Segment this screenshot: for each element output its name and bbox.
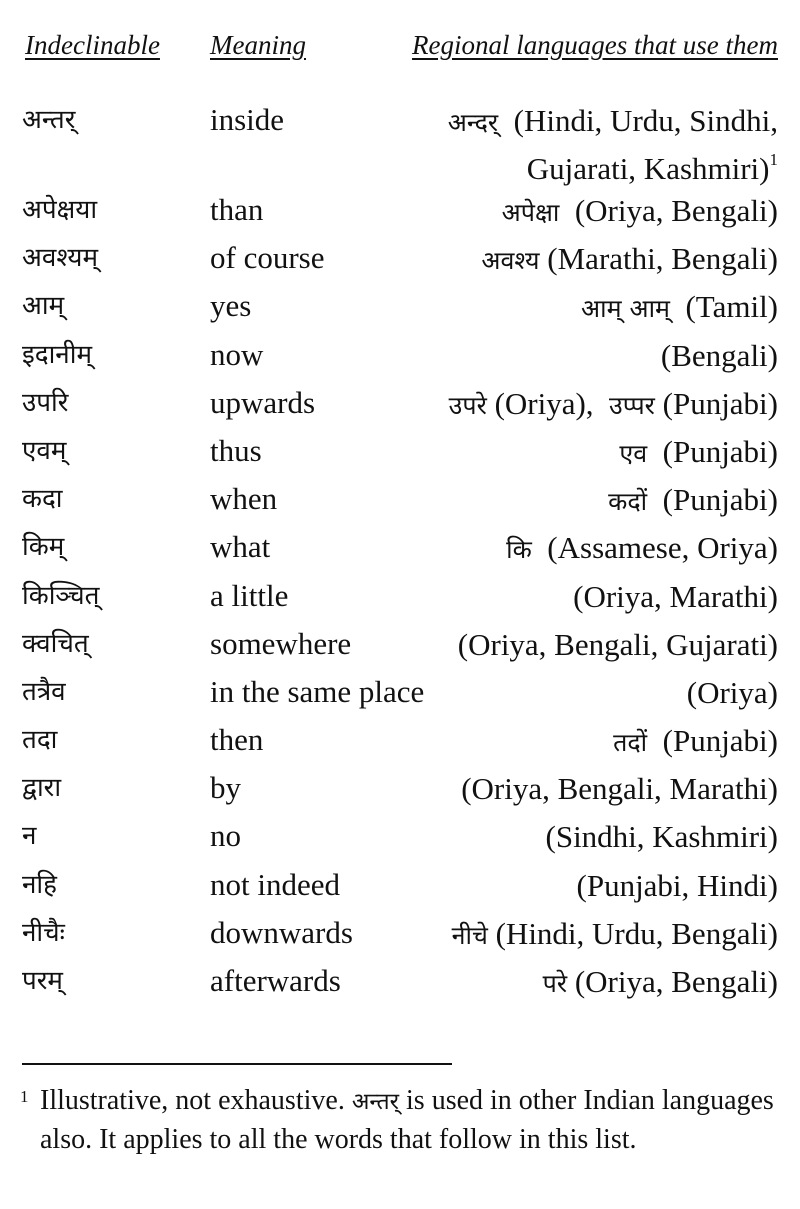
cognate-word: आम् आम् [581,294,670,324]
regional-usage [613,718,778,766]
regional-usage [546,814,779,860]
cognate-word: अवश्य [481,246,540,276]
meaning: of course [210,240,325,276]
languages-2: (Punjabi) [662,385,778,421]
cognate-word: कि [506,535,532,565]
sanskrit-word: अन्तर् [22,105,76,135]
languages: (Oriya, Bengali, Marathi) [461,771,778,807]
regional-usage [661,333,778,379]
meaning: now [210,336,264,372]
cognate-word: उपरे [448,390,487,420]
cognate-word: एव [619,438,648,468]
sanskrit-word: किञ्चित् [22,580,100,611]
meaning: yes [210,288,252,324]
languages: (Bengali) [660,337,778,373]
footnote-reference: 1 [769,150,778,169]
meaning: not indeed [210,866,340,902]
cognate-word: परे [542,969,568,998]
cognate-word: अन्दर् [447,108,499,137]
table-row [0,236,800,284]
table-row [0,911,800,959]
languages: (Oriya, Marathi) [573,578,778,614]
meaning: afterwards [210,963,341,998]
table-row [0,98,800,188]
table-row [0,381,800,429]
table-row [0,670,800,718]
sanskrit-word: नीचैः [22,917,65,948]
sanskrit-word: द्वारा [22,773,62,804]
table-row [0,477,800,525]
table-row [0,959,800,1007]
regional-usage [461,766,778,812]
regional-usage [452,911,778,959]
languages: (Oriya) [686,674,778,710]
languages: (Punjabi) [662,482,778,518]
regional-usage [608,477,778,525]
regional-usage [619,429,778,477]
regional-usage [448,98,778,192]
sanskrit-word: आम् [22,291,65,322]
languages: (Assamese, Oriya) [547,530,778,566]
meaning: in the same place [210,673,425,709]
meaning: downwards [210,914,353,950]
languages-continued: Gujarati, Kashmiri) [526,151,770,186]
sanskrit-word: उपरि [22,387,69,418]
regional-usage [687,670,778,716]
regional-usage [506,525,778,573]
cognate-word: कदों [608,487,648,517]
languages: (Oriya, Bengali, Gujarati) [457,626,778,662]
table-row [0,718,800,766]
table-row [0,574,800,622]
languages: (Punjabi) [662,433,778,469]
languages: (Marathi, Bengali) [547,241,778,277]
sanskrit-word: क्वचित् [22,628,89,659]
regional-usage [581,284,778,332]
sanskrit-word: इदानीम् [22,339,93,370]
table-row [0,863,800,911]
word-table [0,98,800,1007]
footnote-text-before: Illustrative, not exhaustive. [40,1085,345,1116]
regional-usage [573,574,778,620]
footnote [20,1082,780,1158]
header-regional-languages: Regional languages that use them [412,30,778,60]
meaning: when [210,481,278,517]
languages: (Oriya, Bengali) [574,964,778,999]
table-row [0,622,800,670]
regional-usage [458,622,778,668]
table-row [0,766,800,814]
languages: (Punjabi) [662,723,778,759]
regional-usage [543,959,778,1007]
regional-usage [481,236,778,284]
meaning: then [210,722,264,758]
sanskrit-word: किम् [22,532,65,563]
footnote-word: अन्तर् [351,1089,400,1115]
languages: (Hindi, Urdu, Bengali) [495,915,778,951]
sanskrit-word: न [22,821,37,852]
sanskrit-word: कदा [22,484,63,515]
regional-usage [449,381,778,429]
meaning: than [210,192,264,227]
sanskrit-word: तत्रैव [22,676,66,707]
table-row [0,188,800,236]
table-row [0,814,800,862]
meaning: what [210,529,271,565]
table-row [0,525,800,573]
sanskrit-word: अपेक्षया [22,195,98,225]
meaning: upwards [210,384,316,420]
sanskrit-word: परम् [22,966,63,996]
sanskrit-word: तदा [22,725,58,756]
meaning: a little [210,577,289,613]
footnote-text-after: is used in other Indian languages also. It applies to all the words that follow in this list. [40,1085,774,1155]
meaning: thus [210,432,262,468]
sanskrit-word: नहि [22,869,57,900]
header-indeclinable: Indeclinable [25,30,160,60]
languages: (Punjabi, Hindi) [576,867,778,903]
cognate-word-2: उप्पर [609,390,655,420]
header-meaning: Meaning [210,30,306,60]
meaning: by [210,770,241,806]
sanskrit-word: एवम् [22,435,67,466]
meaning: inside [210,102,285,137]
meaning: somewhere [210,625,352,661]
meaning: no [210,818,241,854]
table-row [0,284,800,332]
languages: (Hindi, Urdu, Sindhi, [513,103,778,138]
cognate-word: अपेक्षा [501,198,560,227]
regional-usage [577,863,779,909]
languages: (Oriya), [494,385,594,421]
footnote-divider [22,1063,452,1065]
languages: (Sindhi, Kashmiri) [545,819,778,855]
languages: (Tamil) [685,289,778,325]
languages: (Oriya, Bengali) [574,193,778,228]
cognate-word: नीचे [451,920,488,950]
sanskrit-word: अवश्यम् [22,243,98,274]
footnote-mark: 1 [20,1087,29,1106]
regional-usage [502,188,778,236]
cognate-word: तदों [613,728,648,758]
table-row [0,333,800,381]
table-row [0,429,800,477]
